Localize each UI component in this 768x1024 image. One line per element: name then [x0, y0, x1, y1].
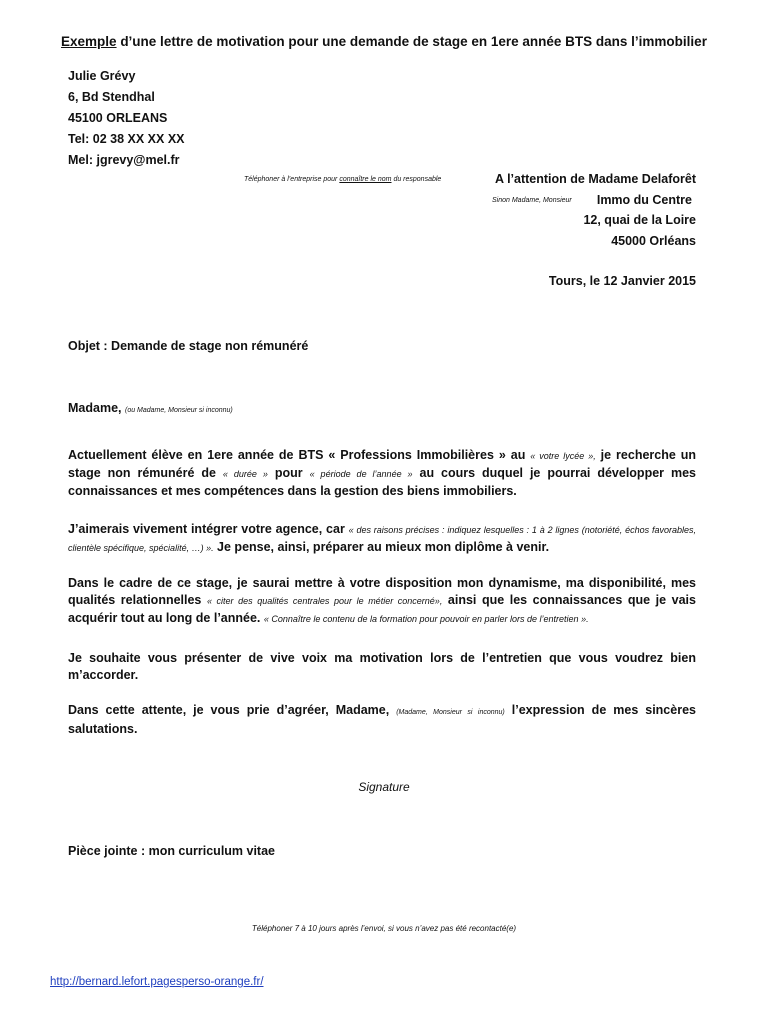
paragraph-5: [68, 702, 696, 738]
sender-block: [68, 66, 185, 171]
p1-note-lycee: « votre lycée »,: [530, 451, 596, 461]
sender-name: Julie Grévy: [68, 69, 136, 83]
sender-street: 6, Bd Stendhal: [68, 90, 155, 104]
sender-mail: Mel: jgrevy@mel.fr: [68, 153, 180, 167]
title-underlined: Exemple: [61, 34, 117, 49]
recipient-company: Immo du Centre: [596, 193, 692, 207]
paragraph-4: Je souhaite vous présenter de vive voix ma motivation lors de l’entretien que vous voudrez bien m’accorder.: [68, 651, 696, 682]
note-call-before: Téléphoner à l’entreprise pour: [244, 176, 340, 183]
p5-note-inconnu: (Madame, Monsieur si inconnu): [396, 709, 505, 716]
p5-text-a: Dans cette attente, je vous prie d’agréer, Madame,: [68, 703, 397, 717]
p2-note-raisons: « des raisons précises : indiquez lesquelles : 1 à 2 lignes (notoriété, échos favorables, clientèle spécifique, spécialité, …) ».: [68, 525, 696, 553]
source-link[interactable]: http://bernard.lefort.pagesperso-orange.fr/: [50, 976, 264, 988]
title-rest: d’une lettre de motivation pour une demande de stage en 1ere année BTS dans l’immobilier: [116, 34, 707, 49]
p3-note-formation: « Connaître le contenu de la formation pour pouvoir en parler lors de l’entretien ».: [263, 614, 589, 624]
note-otherwise: Sinon Madame, Monsieur: [492, 197, 572, 204]
p2-text-a: J’aimerais vivement intégrer votre agence, car: [68, 522, 349, 536]
signature: Signature: [358, 780, 410, 794]
recipient-attention: A l’attention de Madame Delaforêt: [495, 172, 696, 186]
p1-text-c: pour: [267, 466, 310, 480]
salutation: [68, 400, 696, 419]
recipient-city: 45000 Orléans: [611, 234, 696, 248]
footer-note: Téléphoner 7 à 10 jours après l’envoi, si vous n’avez pas été recontacté(e): [251, 924, 517, 933]
paragraph-1: [68, 447, 696, 500]
salutation-word: Madame,: [68, 401, 122, 415]
note-call-after: du responsable: [391, 176, 442, 183]
letter-date: Tours, le 12 Janvier 2015: [548, 274, 696, 288]
p3-note-qualites: « citer des qualités centrales pour le métier concerné»,: [206, 596, 443, 606]
p3-text-a: Dans le cadre de ce stage, je saurai mettre à votre disposition mon dynamisme, ma disponibilité, mes qualités relationnelles: [68, 576, 696, 607]
p1-note-periode: « période de l’année »: [309, 469, 413, 479]
paragraph-2: [68, 521, 696, 557]
recipient-street: 12, quai de la Loire: [583, 213, 696, 227]
document-title: [0, 34, 768, 49]
salutation-note: (ou Madame, Monsieur si inconnu): [124, 407, 233, 414]
note-call-underlined: connaître le nom: [339, 176, 392, 183]
note-call-company: [244, 176, 441, 183]
attachment-line: Pièce jointe : mon curriculum vitae: [68, 844, 276, 858]
p1-text-d: au cours duquel je pourrai développer mes connaissances et mes compétences dans la gestion des biens immobiliers.: [68, 466, 696, 498]
sender-tel: Tel: 02 38 XX XX XX: [68, 132, 185, 146]
p1-text-b: je recherche un stage non rémunéré de: [68, 448, 697, 480]
paragraph-3: [68, 575, 696, 628]
p2-text-b: Je pense, ainsi, préparer au mieux mon diplôme à venir.: [213, 540, 550, 554]
p5-text-b: l’expression de mes sincères salutations.: [68, 703, 696, 736]
sender-city: 45100 ORLEANS: [68, 111, 168, 125]
letter-subject: Objet : Demande de stage non rémunéré: [68, 339, 309, 353]
p3-text-b: ainsi que les connaissances que je vais acquérir tout au long de l’année.: [68, 593, 696, 625]
p1-text-a: Actuellement élève en 1ere année de BTS « Professions Immobilières » au: [68, 448, 531, 462]
p1-note-duree: « durée »: [222, 469, 268, 479]
